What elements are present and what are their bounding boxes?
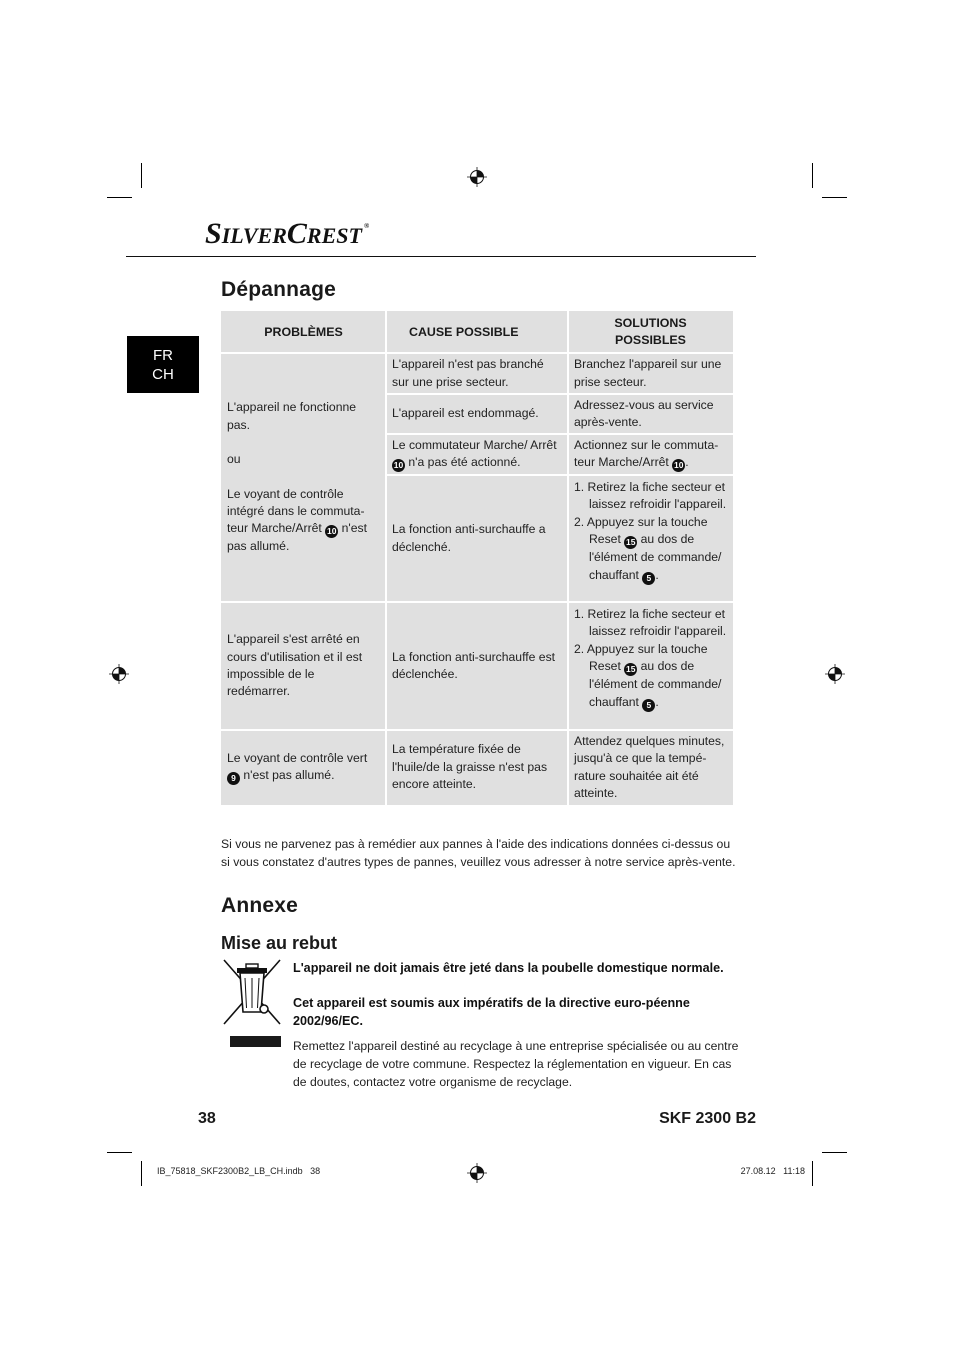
troubleshooting-table [221, 311, 733, 805]
disposal-instructions: Remettez l'appareil destiné au recyclage à une entreprise spécialisée ou au centre de recyclage de votre commune. Respectez la réglementation en vigueur. En cas de doutes, contactez votre organisme de recyclage. [293, 1039, 739, 1089]
cause-cell: La fonction anti-surchauffe a déclenché. [392, 522, 546, 554]
solution-cell: Actionnez sur le commuta-teur Marche/Arrêt 10 . [574, 437, 719, 471]
crop-mark [141, 1161, 142, 1186]
weee-bar-icon [230, 1036, 281, 1047]
troubleshooting-note: Si vous ne parvenez pas à remédier aux pannes à l'aide des indications données ci-dessus ou si vous constatez d'autres types de pannes, veuillez vous adresser à notre service après-vente. [221, 837, 736, 869]
crop-mark [822, 1152, 847, 1153]
reference-number: 9 [227, 772, 240, 785]
print-slug-date: 27.08.12 11:18 [740, 1166, 805, 1176]
cause-cell: L'appareil est endommagé. [392, 406, 539, 421]
cause-cell: Le commutateur Marche/ Arrêt 10 n'a pas été actionné. [392, 437, 557, 471]
country-code: CH [152, 366, 174, 383]
reference-number: 15 [626, 537, 636, 548]
header-problems: PROBLÈMES [264, 324, 343, 339]
print-slug-file: IB_75818_SKF2300B2_LB_CH.indb 38 [157, 1166, 321, 1176]
crop-mark [107, 197, 132, 198]
registration-mark-icon [109, 664, 129, 684]
language-tab [127, 336, 199, 393]
table-divider [386, 474, 733, 476]
section-title-annex: Annexe [221, 894, 299, 917]
problem-cell: L'appareil ne fonctionne pas. ou Le voyant de contrôle intégré dans le commuta-teur Marche/Arrêt 10 n'est pas allumé. [227, 400, 367, 554]
brand-logo: SILVERCREST ® [205, 217, 370, 250]
subsection-title-disposal: Mise au rebut [221, 933, 338, 953]
header-cause: CAUSE POSSIBLE [409, 324, 519, 339]
header-solutions: SOLUTIONS POSSIBLES [614, 316, 687, 347]
table-divider [221, 352, 733, 354]
solution-cell: Adressez-vous au service après-vente. [574, 397, 714, 429]
reference-number: 10 [393, 460, 404, 471]
page-number: 38 [198, 1110, 216, 1127]
table-divider [386, 393, 733, 395]
registration-mark-icon [825, 664, 845, 684]
crop-mark [812, 163, 813, 188]
table-divider [221, 729, 733, 731]
reference-number: 5 [642, 699, 655, 712]
model-number: SKF 2300 B2 [659, 1110, 756, 1127]
solution-cell [568, 602, 733, 730]
language-code: FR [153, 347, 173, 364]
disposal-directive: Cet appareil est soumis aux impératifs de la directive euro-péenne 2002/96/EC. [293, 996, 690, 1028]
registration-mark-icon [467, 1163, 487, 1183]
solution-cell: Branchez l'appareil sur une prise secteur. [574, 357, 722, 389]
registration-mark-icon [467, 167, 487, 187]
crop-mark [141, 163, 142, 188]
section-title-troubleshooting: Dépannage [221, 278, 336, 301]
cause-cell: La fonction anti-surchauffe est déclenchée. [392, 649, 556, 681]
crop-mark [822, 197, 847, 198]
problem-cell: Le voyant de contrôle vert 9 n'est pas allumé. [227, 750, 368, 784]
reference-number: 15 [626, 664, 636, 675]
solution-cell: Attendez quelques minutes, jusqu'à ce que la tempé-rature souhaitée ait été atteinte. [574, 733, 725, 800]
disposal-warning: L'appareil ne doit jamais être jeté dans la poubelle domestique normale. [293, 961, 724, 975]
reference-number: 5 [642, 572, 655, 585]
cause-cell: L'appareil n'est pas branché sur une prise secteur. [392, 357, 544, 389]
step-item: 2. Appuyez sur la touche Reset 15 au dos de l'élément de commande/ chauffant 5 . [574, 641, 722, 710]
step-item: 2. Appuyez sur la touche Reset 15 au dos de l'élément de commande/ chauffant 5 . [574, 514, 722, 583]
crop-mark [812, 1161, 813, 1186]
cause-cell: La température fixée de l'huile/de la graisse n'est pas encore atteinte. [392, 742, 548, 792]
table-divider [221, 601, 733, 603]
table-divider [386, 433, 733, 435]
step-item: 1. Retirez la fiche secteur et laissez refroidir l'appareil. [574, 480, 727, 512]
step-item: 1. Retirez la fiche secteur et laissez refroidir l'appareil. [574, 607, 727, 639]
reference-number: 10 [326, 526, 337, 537]
crop-mark [107, 1152, 132, 1153]
header-rule [126, 256, 756, 257]
crossed-out-wheelie-bin-icon [222, 958, 282, 1026]
problem-cell: L'appareil s'est arrêté en cours d'utilisation et il est impossible de le redémarrer. [227, 632, 363, 699]
solution-cell [568, 475, 733, 602]
reference-number: 10 [673, 460, 684, 471]
